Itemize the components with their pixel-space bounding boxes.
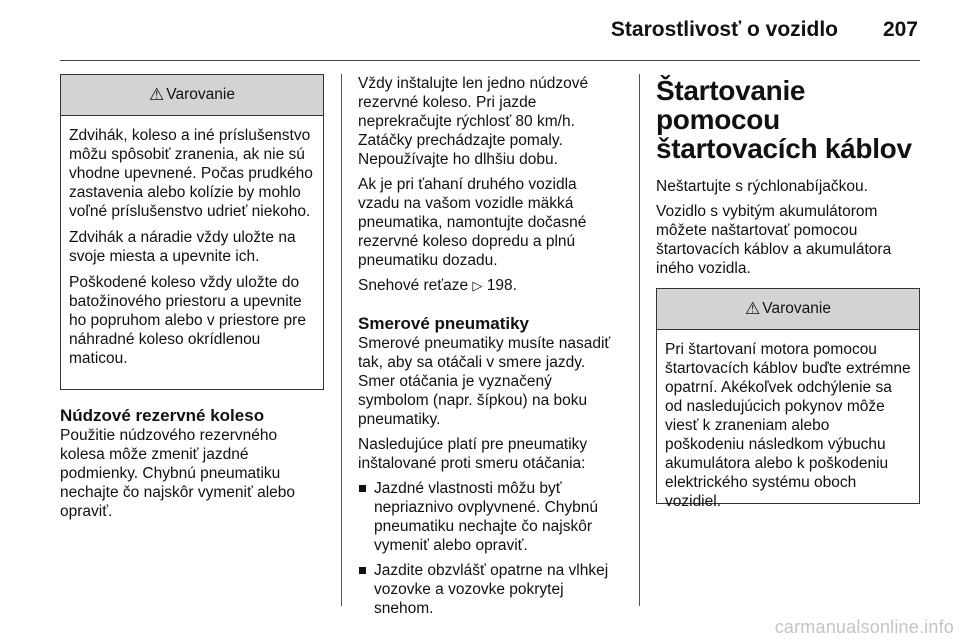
list-item: Jazdné vlastnosti môžu byť nepriaznivo ovplyvnené. Chybnú pneumatiku nechajte čo najskôr vymeniť alebo opraviť. [358, 479, 622, 555]
watermark: carmanualsonline.info [774, 617, 954, 637]
warning-body [657, 330, 919, 524]
column-divider [341, 74, 342, 606]
warning-paragraph: Zdvihák a náradie vždy uložte na svoje miesta a upevnite ich. [69, 229, 296, 265]
column-divider [639, 74, 640, 606]
paragraph: Smerové pneumatiky musíte nasadiť tak, aby sa otáčali v smere jazdy. Smer otáčania je vyznačený symbolom (napr. šípkou) na boku pneumatiky. [358, 335, 611, 428]
paragraph: Nasledujúce platí pre pneumatiky inštalované proti smeru otáčania: [358, 436, 588, 472]
warning-box [60, 74, 324, 390]
paragraph: Vždy inštalujte len jedno núdzové rezervné koleso. Pri jazde neprekračujte rýchlosť 80 km/h. Zatáčky prechádzajte pomaly. Nepoužívajte ho dlhšiu dobu. [358, 75, 589, 168]
section-title-jump-start: Štartovanie pomocou štartovacích káblov [656, 75, 912, 164]
snow-chains-reference [358, 276, 622, 296]
paragraph: Vozidlo s vybitým akumulátorom môžete naštartovať pomocou štartovacích káblov a akumulátora iného vozidla. [656, 203, 892, 277]
header-title: Starostlivosť o vozidlo [610, 18, 838, 41]
page-number: 207 [882, 18, 918, 41]
snow-chains-text: Snehové reťaze [358, 277, 469, 294]
warning-triangle-icon: ⚠ [745, 299, 761, 319]
paragraph: Ak je pri ťahaní druhého vozidla vzadu na vašom vozidle mäkká pneumatika, namontujte dočasné rezervné koleso dopredu a plnú pneumatiku dozadu. [358, 176, 587, 269]
warning-paragraph: Pri štartovaní motora pomocou štartovacích káblov buďte extrémne opatrní. Akékoľvek odchýlenie sa od nasledujúcich pokynov môže viesť k zraneniam alebo poškodeniu následkom výbuchu akumulátora alebo k poškodeniu elektrického systému oboch vozidiel. [665, 341, 911, 510]
warning-triangle-icon: ⚠ [149, 85, 165, 105]
warning-heading-label: Varovanie [762, 300, 831, 317]
warning-heading [61, 75, 323, 116]
warning-heading-label: Varovanie [166, 86, 235, 103]
section-title-directional-tyres: Smerové pneumatiky [358, 314, 530, 333]
header-rule [60, 60, 920, 61]
column-1 [60, 74, 324, 527]
page-header [60, 16, 920, 46]
spare-wheel-text: Použitie núdzového rezervného kolesa môže zmeniť jazdné podmienky. Chybnú pneumatiku nechajte čo najskôr vymeniť alebo opraviť. [60, 427, 295, 520]
warning-body [61, 116, 323, 381]
paragraph: Neštartujte s rýchlonabíjačkou. [656, 178, 868, 195]
warning-box [656, 288, 920, 510]
snow-chains-page: 198. [486, 277, 517, 294]
column-2 [358, 74, 622, 624]
page-reference-icon: ▷ [472, 279, 483, 294]
section-title-spare-wheel: Núdzové rezervné koleso [60, 406, 265, 425]
warning-paragraph: Poškodené koleso vždy uložte do batožinového priestoru a upevnite ho popruhom alebo v priestore pre náhradné koleso okrídlenou maticou. [69, 274, 306, 367]
warning-paragraph: Zdvihák, koleso a iné príslušenstvo môžu spôsobiť zranenia, ak nie sú vhodne upevnené. Počas prudkého zastavenia alebo kolízie by mohlo voľné príslušenstvo udrieť niekoho. [69, 127, 313, 220]
column-3 [656, 74, 920, 510]
list-item: Jazdite obzvlášť opatrne na vlhkej vozovke a vozovke pokrytej snehom. [358, 561, 622, 618]
bullet-list [358, 479, 622, 618]
warning-heading [657, 289, 919, 330]
